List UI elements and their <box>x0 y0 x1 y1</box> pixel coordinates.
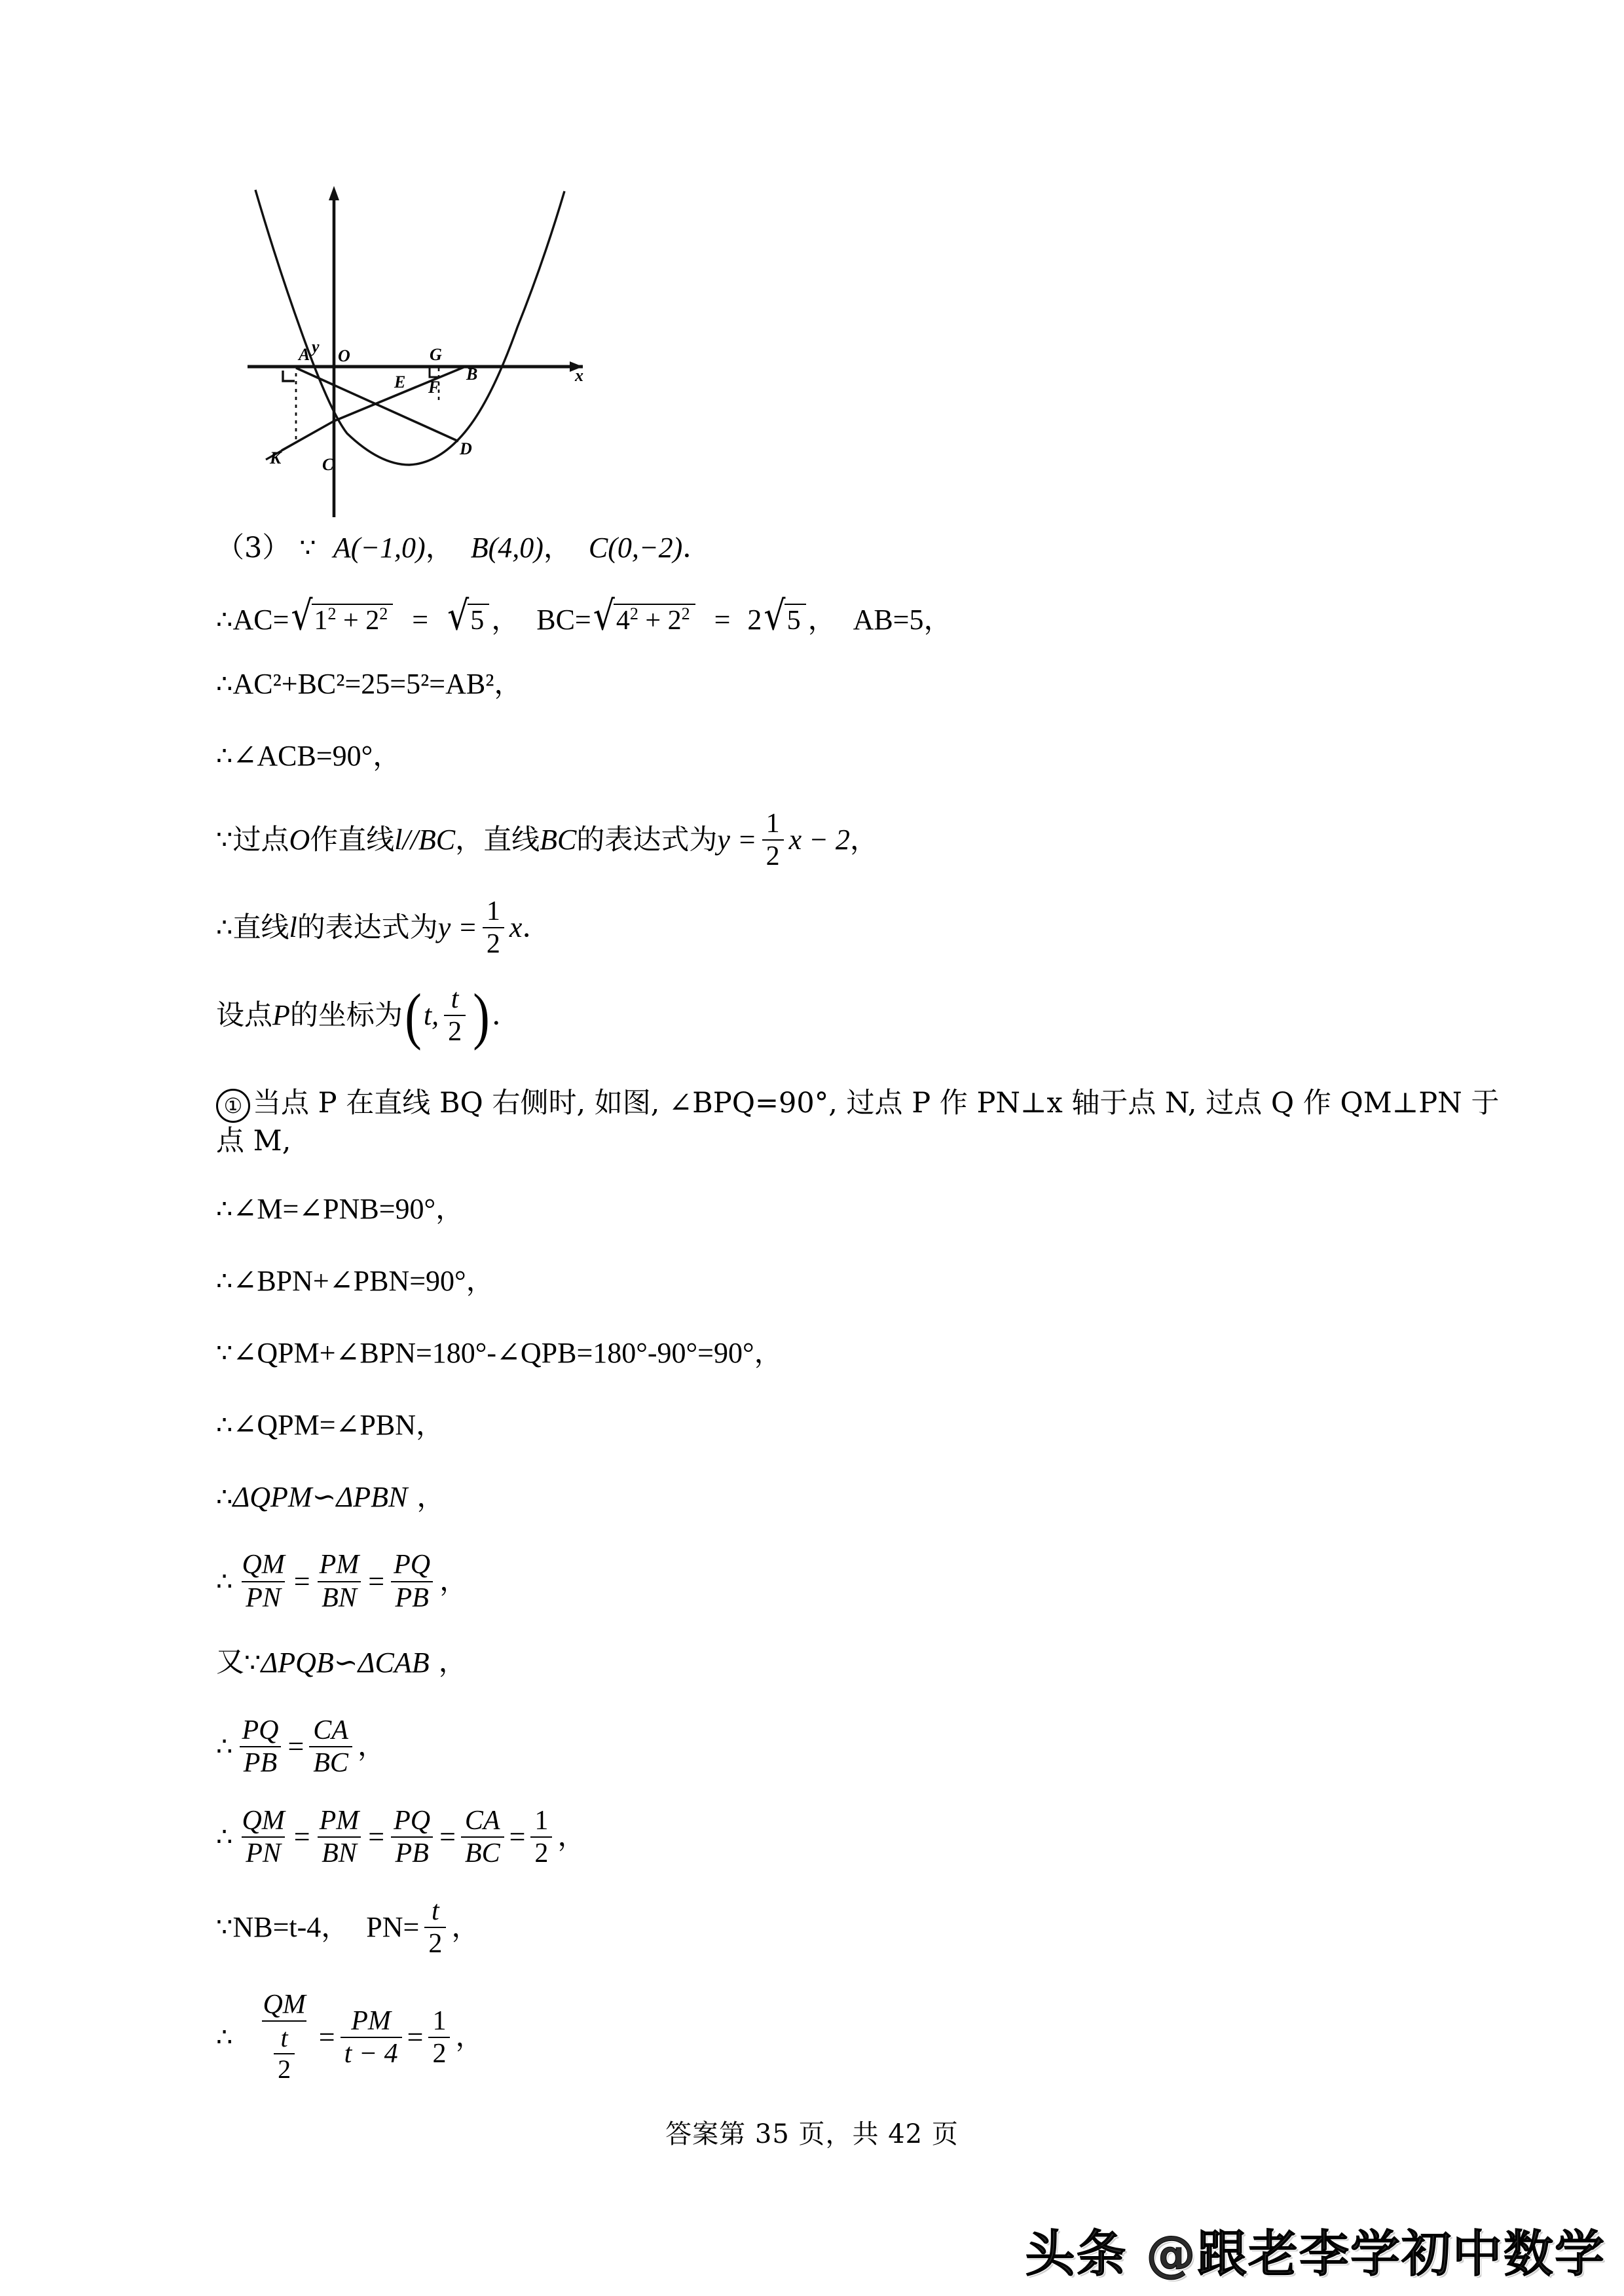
fraction-denominator: t − 4 <box>341 2037 402 2068</box>
comma-5: ， <box>923 603 952 636</box>
fraction-denominator: PB <box>240 1746 281 1777</box>
l-expr-text-a: 直线 <box>232 911 289 944</box>
fraction-denominator: 2 <box>530 1836 552 1868</box>
line-l-construction <box>216 809 1526 871</box>
p-coord-text-a: 设点 <box>216 998 272 1032</box>
radical-sign-2: √ <box>447 593 470 640</box>
construct-text-d: 的表达式为 <box>576 823 718 856</box>
fraction-pq-pb-1 <box>390 1550 434 1612</box>
ac-label: AC= <box>232 604 289 636</box>
comma-7: ， <box>373 739 401 773</box>
complex-fraction-numerator: QM <box>263 1990 306 2020</box>
radical-sign-3: √ <box>593 593 615 640</box>
fraction-one-half-final <box>428 2007 450 2068</box>
comma-12: ， <box>754 1336 783 1370</box>
line-case-one <box>216 1085 1500 1161</box>
fraction-denominator: 2 <box>274 2053 295 2083</box>
comma-13: ， <box>415 1408 444 1442</box>
fraction-denominator: BC <box>461 1836 504 1868</box>
p-ref: P <box>272 999 290 1032</box>
bc-equation-rhs: x − 2 <box>788 824 850 856</box>
paren-open: ( <box>405 980 422 1051</box>
ac-rad-term1-exp: 2 <box>327 604 337 624</box>
construct-text-c: 直线 <box>483 823 540 856</box>
fraction-denominator: BN <box>318 1581 361 1613</box>
radical-ac-result <box>447 593 489 640</box>
comma-1: ， <box>425 531 454 564</box>
comma-18: ， <box>557 1820 586 1853</box>
therefore-symbol-7: ∴ <box>216 1410 233 1441</box>
pythagoras-text: AC²+BC²=25=5²=AB² <box>232 668 494 700</box>
fraction-numerator: PM <box>319 1550 360 1580</box>
therefore-symbol-6: ∴ <box>216 1266 233 1297</box>
equals-1: = <box>412 604 429 636</box>
ab-label: AB=5 <box>853 604 924 636</box>
angle-m-text: ∠M=∠PNB=90° <box>232 1193 436 1226</box>
line-angle-bpn <box>216 1262 1526 1300</box>
bc-rad-term1-exp: 2 <box>629 604 638 624</box>
watermark: 头条 @跟老李学初中数学 <box>1025 2225 1606 2283</box>
comma-8: ， <box>455 823 484 856</box>
point-O-ref: O <box>289 824 310 856</box>
comma-20: ， <box>451 1910 480 1944</box>
bc-rad-term2: 2 <box>667 606 682 636</box>
fraction-numerator: QM <box>242 1550 285 1580</box>
comma-17: ， <box>357 1730 386 1763</box>
fraction-numerator: 1 <box>432 2005 447 2036</box>
fraction-numerator: t <box>432 1896 439 1926</box>
paren-close: ) <box>473 980 490 1051</box>
radical-sign-1: √ <box>291 593 313 640</box>
bc-label: BC= <box>536 604 591 636</box>
fraction-numerator: t <box>280 2023 288 2053</box>
fraction-denominator: PB <box>391 1836 432 1868</box>
line-distances <box>216 593 1526 640</box>
inner-fraction-t-2 <box>274 2024 295 2083</box>
radical-content-4: 5 <box>784 604 806 636</box>
line-angle-acb <box>216 737 1526 775</box>
complex-fraction-qm-over-t-half <box>256 1991 312 2083</box>
comma-3: ， <box>491 603 520 636</box>
therefore-symbol-10: ∴ <box>216 1731 233 1762</box>
fraction-numerator: PM <box>319 1805 360 1836</box>
figure-label-O: O <box>338 346 350 365</box>
fraction-denominator: 2 <box>444 1015 466 1046</box>
fraction-denominator: PB <box>391 1581 432 1613</box>
because-symbol-2: ∵ <box>216 825 233 856</box>
line-l-expression <box>216 897 1526 958</box>
figure-label-C: C <box>322 455 334 474</box>
because-symbol-3: ∵ <box>216 1338 233 1369</box>
comma-9: ， <box>849 823 878 856</box>
l-equation-lhs: y = <box>437 911 477 944</box>
figure-label-x: x <box>575 366 583 385</box>
fraction-numerator: PQ <box>242 1715 279 1745</box>
fraction-numerator: t <box>451 984 459 1015</box>
point-C-coords: C(0,−2) <box>588 532 683 564</box>
fraction-denominator: 2 <box>424 1927 446 1958</box>
fraction-denominator: 2 <box>762 839 784 871</box>
equals-5: = <box>287 1730 304 1762</box>
fraction-t-over-2 <box>444 985 466 1046</box>
fraction-one-half-bc <box>762 809 784 871</box>
line-given-points <box>216 529 1526 567</box>
comma-4: ， <box>807 603 836 636</box>
equals-11: = <box>407 2020 424 2053</box>
fraction-qm-pn-2 <box>238 1806 288 1868</box>
ac-rad-term2: 2 <box>365 606 380 636</box>
because-symbol-5: ∵ <box>216 1912 233 1943</box>
point-A-coords: A(−1,0) <box>333 532 426 564</box>
line-ratio-three <box>216 1806 1526 1868</box>
because-symbol: ∵ <box>299 533 316 563</box>
geometry-figure <box>242 177 609 524</box>
comma-6: ， <box>494 667 523 701</box>
radical-content-2: 5 <box>468 604 489 636</box>
pn-label: PN= <box>366 1911 420 1944</box>
figure-label-D: D <box>460 439 472 458</box>
therefore-symbol-8: ∴ <box>216 1482 233 1513</box>
fraction-t-over-2-pn <box>424 1897 446 1958</box>
segment-ED-hidden <box>401 393 458 440</box>
radical-content-1 <box>312 604 394 636</box>
line-similar-pqb-cab <box>216 1644 1526 1682</box>
l-equation-rhs: x <box>509 911 523 944</box>
period-1: ． <box>682 531 711 564</box>
ac-plus: + <box>343 606 359 636</box>
figure-label-G: G <box>430 345 442 364</box>
l-ref: l <box>289 911 297 944</box>
fraction-numerator: CA <box>313 1715 348 1745</box>
bc-equation-lhs: y = <box>717 824 757 856</box>
parabola-diagram-svg <box>242 177 609 524</box>
construct-text-b: 作直线 <box>310 823 395 856</box>
fraction-qm-pn-1 <box>238 1550 288 1612</box>
therefore-symbol-9: ∴ <box>216 1566 233 1597</box>
fraction-pm-bn-1 <box>316 1550 363 1612</box>
similar-pqb-cab-text: ΔPQB∽ΔCAB <box>261 1646 430 1679</box>
equals-9: = <box>509 1820 526 1853</box>
fraction-numerator: PM <box>351 2005 391 2036</box>
part-label: （3） <box>216 531 291 564</box>
therefore-symbol-5: ∴ <box>216 1194 233 1225</box>
complex-fraction-denominator <box>262 2020 306 2083</box>
comma-15: ， <box>439 1565 468 1598</box>
radical-content-3 <box>614 604 695 636</box>
similar-qpm-pbn-text: ΔQPM∽ΔPBN <box>232 1481 408 1514</box>
page-footer: 答案第 35 页，共 42 页 <box>665 2119 959 2149</box>
therefore-symbol-1: ∴ <box>216 605 233 635</box>
comma-10: ， <box>435 1192 464 1226</box>
therefore-symbol-11: ∴ <box>216 1821 233 1852</box>
parabola-curve <box>255 190 564 465</box>
line-ratio-one <box>216 1550 1526 1612</box>
figure-label-B: B <box>466 365 478 384</box>
radical-ac <box>291 593 393 640</box>
radical-bc-result <box>764 593 805 640</box>
fraction-numerator: 1 <box>534 1805 549 1836</box>
fraction-pq-pb-2 <box>238 1716 282 1777</box>
therefore-symbol-4: ∴ <box>216 913 233 943</box>
because-symbol-4: ∵ <box>244 1647 261 1678</box>
line-ratio-two <box>216 1716 1526 1777</box>
fraction-numerator: 1 <box>486 896 500 927</box>
equals-8: = <box>439 1820 456 1853</box>
fraction-numerator: PQ <box>394 1550 431 1580</box>
bc-plus: + <box>645 606 661 636</box>
equals-7: = <box>368 1820 385 1853</box>
fraction-one-half-l <box>483 897 504 958</box>
equals-3: = <box>293 1565 310 1597</box>
comma-11: ， <box>466 1264 494 1298</box>
nb-text: NB=t-4 <box>232 1911 322 1944</box>
therefore-symbol-2: ∴ <box>216 669 233 699</box>
fraction-denominator: BN <box>318 1836 361 1868</box>
bc-rad-term2-exp: 2 <box>681 604 690 624</box>
period-2: ． <box>522 911 551 944</box>
fraction-pq-pb-3 <box>390 1806 434 1868</box>
fraction-numerator: QM <box>242 1805 285 1836</box>
radical-bc <box>593 593 695 640</box>
l-parallel-bc: l//BC <box>394 824 456 856</box>
line-nb-pn <box>216 1897 1526 1958</box>
line-angle-m <box>216 1190 1526 1228</box>
equals-2: = <box>714 604 731 636</box>
line-final-ratio <box>216 1991 1526 2083</box>
comma-16: ， <box>438 1646 467 1679</box>
bc-rad-term1: 4 <box>616 606 630 636</box>
solution-body <box>216 529 1526 2083</box>
p-coord-pair <box>403 980 492 1051</box>
fraction-denominator: 2 <box>483 927 504 958</box>
radical-sign-4: √ <box>764 593 786 640</box>
figure-label-K: K <box>270 448 282 467</box>
comma-21: ， <box>455 2020 484 2054</box>
p-coord-text-b: 的坐标为 <box>289 998 403 1032</box>
angle-acb-text: ∠ACB=90° <box>232 740 373 772</box>
point-B-coords: B(4,0) <box>470 532 544 564</box>
fraction-numerator: PQ <box>394 1805 431 1836</box>
fraction-denominator: BC <box>309 1746 352 1777</box>
therefore-symbol-12: ∴ <box>216 2022 233 2052</box>
fraction-denominator: PN <box>242 1581 285 1613</box>
fraction-pm-bn-2 <box>316 1806 363 1868</box>
y-axis-arrow <box>329 186 339 200</box>
right-angle-mark-G <box>430 368 439 377</box>
comma-14: ， <box>416 1480 445 1514</box>
right-angle-mark-A <box>283 371 295 381</box>
also-text: 又 <box>216 1646 244 1679</box>
equals-6: = <box>293 1820 310 1853</box>
ac-rad-term1: 1 <box>314 606 328 636</box>
equals-10: = <box>318 2020 335 2053</box>
fraction-numerator: 1 <box>766 809 780 839</box>
circled-number-1: ① <box>216 1089 250 1123</box>
angle-qpm-sum-text: ∠QPM+∠BPN=180°-∠QPB=180°-90°=90° <box>232 1337 754 1370</box>
fraction-denominator: 2 <box>428 2037 450 2068</box>
fraction-ca-bc-2 <box>461 1806 504 1868</box>
figure-label-A: A <box>299 345 310 364</box>
line-point-p-coords <box>216 980 1526 1051</box>
case-one-text: 当点 P 在直线 BQ 右侧时, 如图, ∠BPQ=90°, 过点 P 作 PN⊥x 轴于点 N, 过点 Q 作 QM⊥PN 于点 M, <box>216 1086 1500 1157</box>
construct-text-a: 过点 <box>232 823 289 856</box>
ac-rad-term2-exp: 2 <box>379 604 388 624</box>
equals-4: = <box>368 1565 385 1597</box>
figure-label-E: E <box>394 373 406 392</box>
line-similar-qpm-pbn <box>216 1478 1526 1516</box>
bc-coefficient: 2 <box>747 604 762 636</box>
figure-label-F: F <box>428 378 440 397</box>
l-expr-text-b: 的表达式为 <box>297 911 438 944</box>
line-pythagoras <box>216 665 1526 703</box>
comma-19: ， <box>321 1910 350 1944</box>
angle-qpm-eq-text: ∠QPM=∠PBN <box>232 1409 416 1442</box>
angle-bpn-text: ∠BPN+∠PBN=90° <box>232 1265 466 1298</box>
period-3: ． <box>492 998 521 1032</box>
therefore-symbol-3: ∴ <box>216 741 233 771</box>
line-angle-qpm-sum <box>216 1334 1526 1372</box>
p-coord-x: t, <box>423 999 439 1032</box>
fraction-numerator: CA <box>464 1805 500 1836</box>
fraction-denominator: PN <box>242 1836 285 1868</box>
fraction-pm-over-t-minus-4 <box>341 2007 402 2068</box>
bc-ref: BC <box>540 824 577 856</box>
comma-2: ， <box>543 531 572 564</box>
fraction-one-half-result <box>530 1806 552 1868</box>
fraction-ca-bc-1 <box>309 1716 352 1777</box>
figure-label-y: y <box>312 337 320 356</box>
line-angle-qpm-eq <box>216 1406 1526 1444</box>
